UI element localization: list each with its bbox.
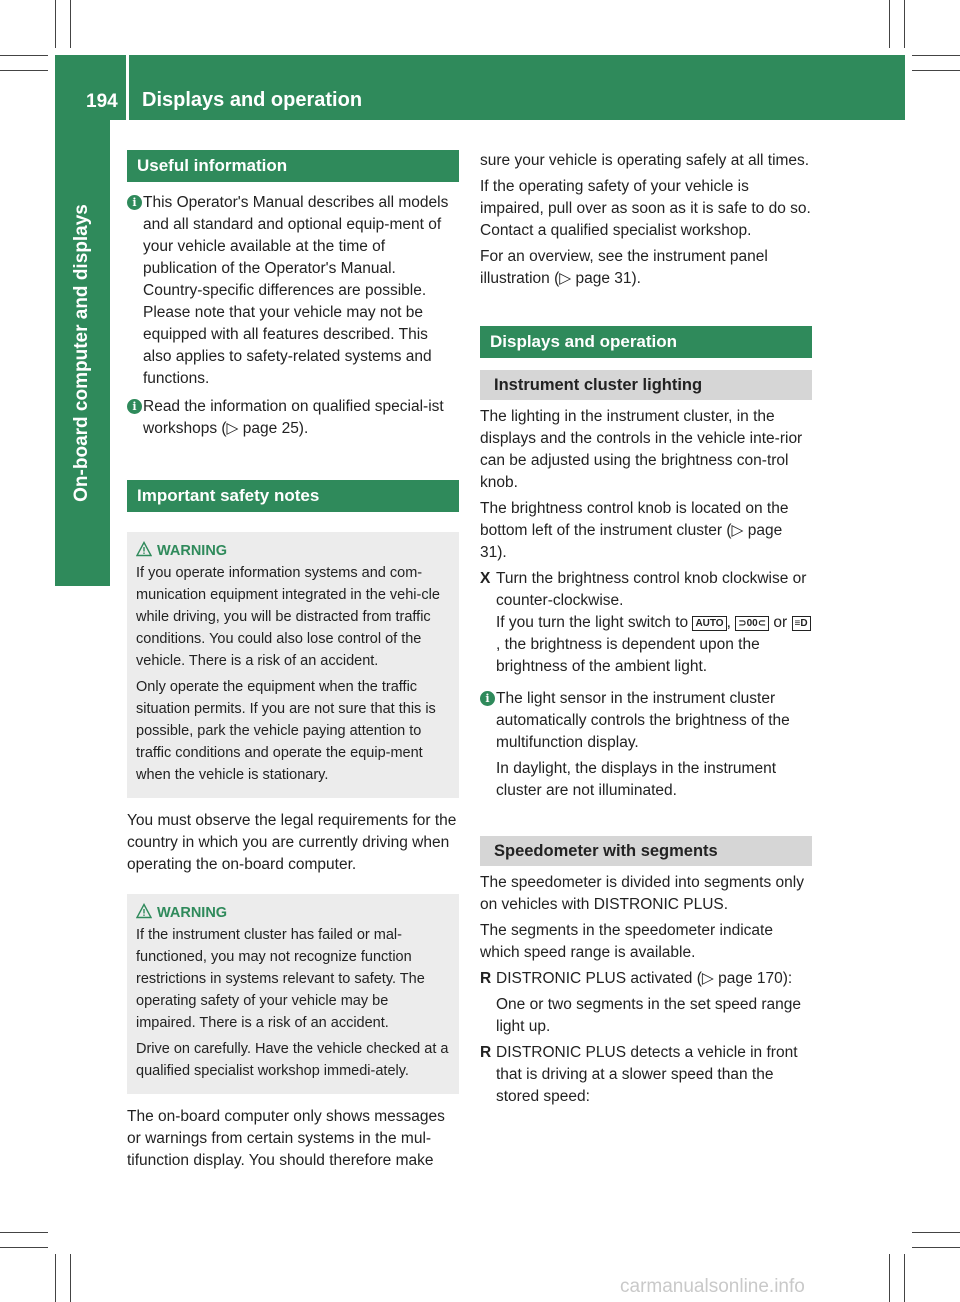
body-paragraph: The brightness control knob is located on the bottom left of the instrument cluster (▷ page 31). — [480, 500, 789, 561]
info-icon: i — [127, 195, 142, 210]
info-text: Read the information on qualified special-ist workshops (▷ page 25). — [143, 398, 444, 437]
section-heading-displays-operation: Displays and operation — [480, 326, 812, 358]
body-paragraph: The speedometer is divided into segments only on vehicles with DISTRONIC PLUS. — [480, 874, 804, 913]
crop-mark — [904, 0, 905, 48]
crop-mark — [912, 70, 960, 71]
body-paragraph: The on-board computer only shows messages or warnings from certain systems in the mul-tifunction display. You should therefore make — [127, 1108, 445, 1169]
crop-mark — [889, 0, 890, 48]
crop-mark — [70, 1254, 71, 1302]
info-note — [480, 688, 812, 802]
section-heading-useful-information: Useful information — [127, 150, 459, 182]
body-paragraph: The lighting in the instrument cluster, in the displays and the controls in the vehicle inte-rior can be adjusted using the brightness con-trol knob. — [480, 408, 803, 491]
crop-mark — [0, 1247, 48, 1248]
body-paragraph: If the operating safety of your vehicle is impaired, pull over as soon as it is safe to do so. Contact a qualified specialist workshop. — [480, 178, 811, 239]
section-heading-safety-notes: Important safety notes — [127, 480, 459, 512]
info-text: This Operator's Manual describes all models and all standard and optional equip-ment of your vehicle available at the time of publication of the Operator's Manual. Country-specific differences are possible. Please note that your vehicle may not be equipped with all features described. This also applies to safety-related systems and functions. — [143, 194, 449, 387]
warning-box — [127, 894, 459, 1094]
warning-text: If the instrument cluster has failed or mal-functioned, you may not recognize function restrictions in systems relevant to safety. The operating safety of your vehicle may be impaired. There is a risk of an accident. — [136, 927, 425, 1031]
low-beam-icon: ≡D — [792, 616, 811, 631]
left-column — [127, 150, 459, 1176]
crop-mark — [0, 55, 48, 56]
info-note — [127, 192, 459, 390]
step-text: Turn the brightness control knob clockwise or counter-clockwise. — [496, 570, 807, 609]
warning-triangle-icon — [136, 903, 152, 919]
subsection-heading-cluster-lighting: Instrument cluster lighting — [480, 370, 812, 400]
crop-mark — [912, 1232, 960, 1233]
right-column — [480, 150, 812, 1112]
step-arrow-icon: X — [480, 570, 491, 587]
info-note — [127, 396, 459, 440]
parking-light-icon: ⊃00⊂ — [735, 616, 769, 631]
warning-box — [127, 532, 459, 798]
bullet-icon: R — [480, 970, 492, 987]
page-title: Displays and operation — [142, 89, 363, 111]
bullet-icon: R — [480, 1044, 492, 1061]
crop-mark — [912, 55, 960, 56]
info-icon: i — [127, 399, 142, 414]
body-paragraph: You must observe the legal requirements for the country in which you are currently driving when operating the on-board computer. — [127, 812, 457, 873]
list-item-text: DISTRONIC PLUS activated (▷ page 170): — [496, 970, 793, 987]
crop-mark — [889, 1254, 890, 1302]
crop-mark — [0, 1232, 48, 1233]
crop-mark — [904, 1254, 905, 1302]
warning-triangle-icon — [136, 541, 152, 557]
instruction-step — [480, 568, 812, 678]
warning-text: Drive on carefully. Have the vehicle checked at a qualified specialist workshop immedi-ately. — [136, 1041, 449, 1079]
chapter-side-label: On-board computer and displays — [71, 204, 92, 502]
crop-mark — [0, 70, 48, 71]
list-item — [480, 1042, 812, 1108]
page-number: 194 — [86, 91, 118, 112]
body-paragraph: For an overview, see the instrument panel illustration (▷ page 31). — [480, 248, 768, 287]
body-paragraph: The segments in the speedometer indicate which speed range is available. — [480, 922, 773, 961]
header-divider — [126, 55, 129, 120]
site-watermark: carmanualsonline.info — [620, 1276, 805, 1297]
warning-text: Only operate the equipment when the traffic situation permits. If you are not sure that this is possible, park the vehicle paying attention to traffic conditions and operate the equip-ment when the vehicle is stationary. — [136, 679, 436, 783]
warning-title: WARNING — [157, 902, 451, 924]
crop-mark — [55, 0, 56, 48]
subsection-heading-speedometer: Speedometer with segments — [480, 836, 812, 866]
warning-title: WARNING — [157, 540, 451, 562]
crop-mark — [55, 1254, 56, 1302]
info-text: In daylight, the displays in the instrument cluster are not illuminated. — [496, 760, 777, 799]
list-item-text: One or two segments in the set speed range light up. — [496, 996, 802, 1035]
crop-mark — [70, 0, 71, 48]
list-item — [480, 968, 812, 1038]
info-icon: i — [480, 691, 495, 706]
warning-text: If you operate information systems and com-munication equipment integrated in the vehi-cle while driving, you will be distracted from traffic conditions. You could also lose control of the vehicle. There is a risk of an accident. — [136, 565, 440, 669]
step-text: If you turn the light switch to AUTO , ⊃00⊂ or ≡D, the brightness is dependent upon the brightness of the ambient light. — [496, 612, 812, 678]
auto-light-icon: AUTO — [692, 616, 726, 631]
list-item-text: DISTRONIC PLUS detects a vehicle in front that is driving at a slower speed than the stored speed: — [496, 1044, 798, 1105]
body-paragraph: sure your vehicle is operating safely at all times. — [480, 152, 810, 169]
info-text: The light sensor in the instrument cluster automatically controls the brightness of the multifunction display. — [496, 690, 790, 751]
crop-mark — [912, 1247, 960, 1248]
